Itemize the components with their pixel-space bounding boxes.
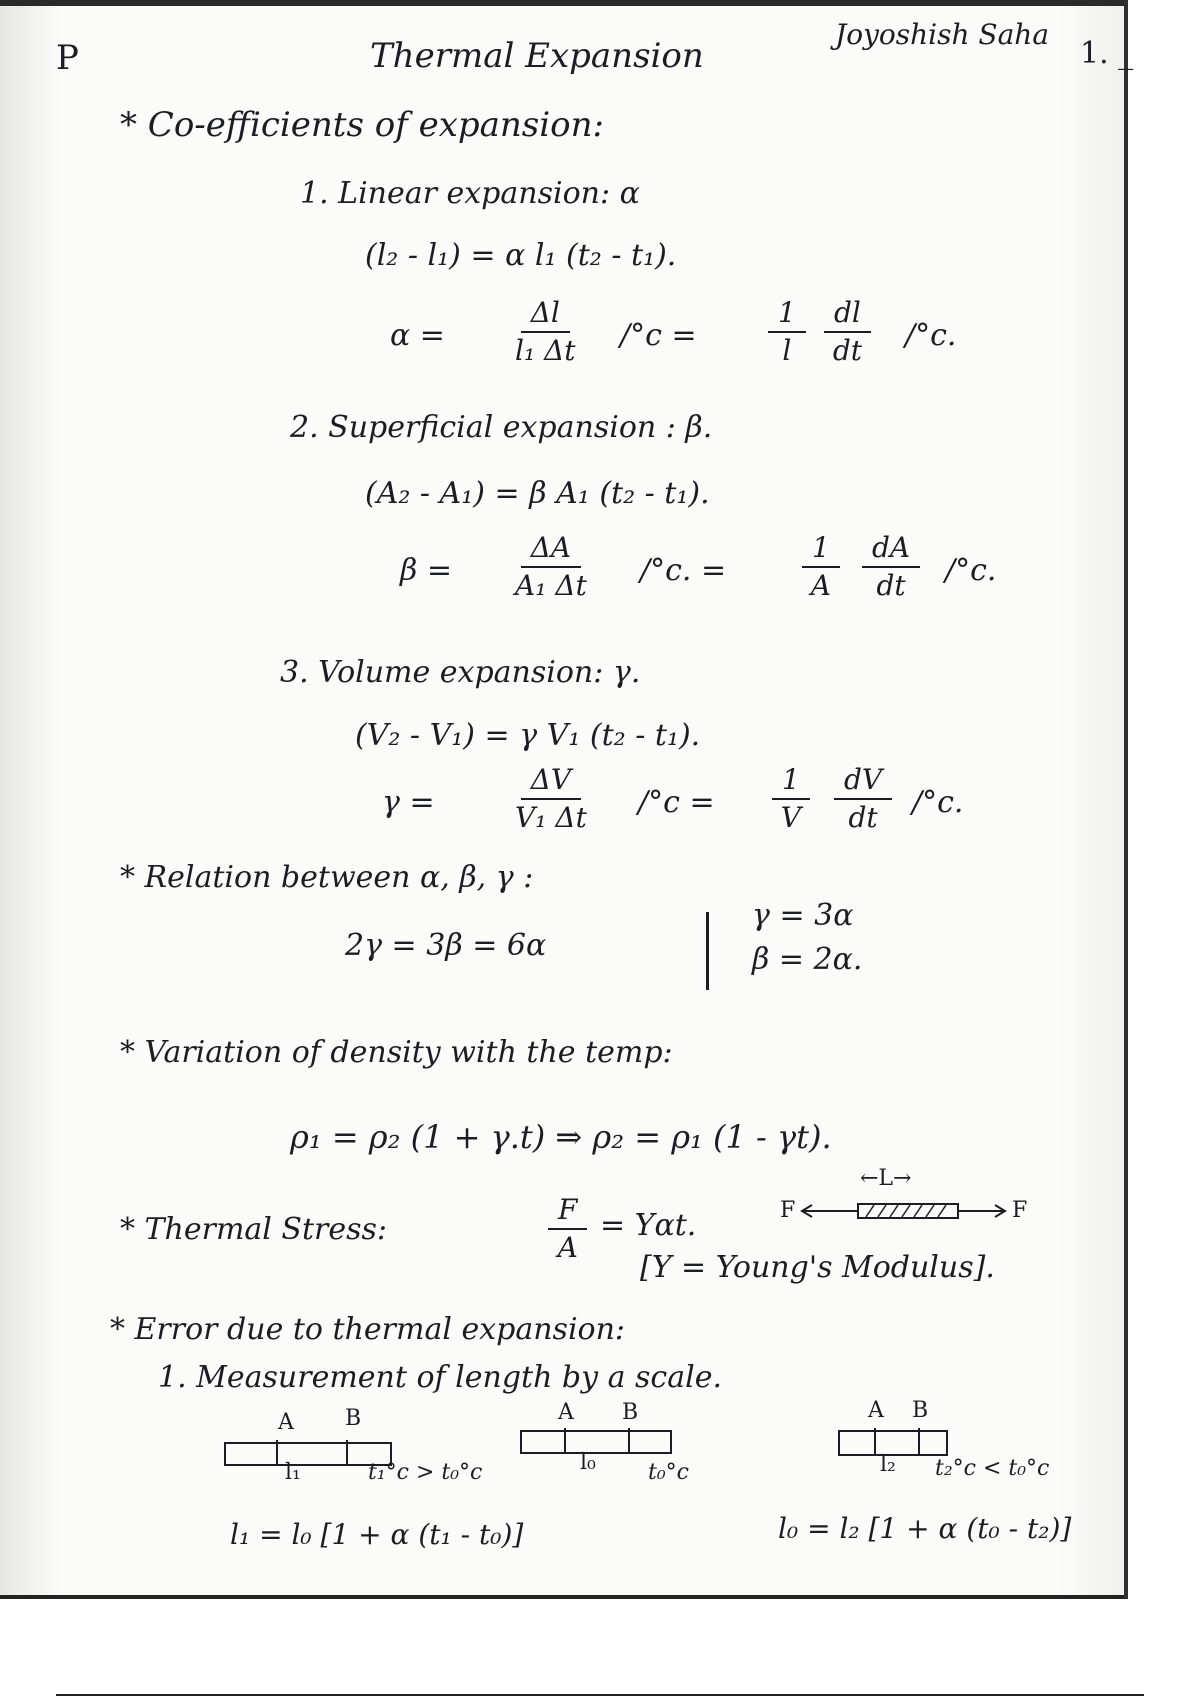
scale1-mark-b: [346, 1440, 348, 1464]
section-heading-thermal-stress: * Thermal Stress:: [120, 1212, 388, 1247]
linear-unit-1: /°c =: [620, 318, 697, 353]
fraction-numerator: dV: [834, 762, 892, 800]
force-right-label: F: [1012, 1198, 1028, 1223]
volume-fraction-reciprocal: [772, 762, 810, 836]
relation-gamma-alpha: γ = 3α: [752, 898, 854, 933]
scale3-length: l₂: [880, 1452, 896, 1477]
corner-mark: P: [56, 38, 79, 78]
linear-fraction-reciprocal: [768, 295, 806, 369]
linear-unit-2: /°c.: [905, 318, 957, 353]
scale1-point-b: B: [345, 1406, 362, 1431]
scale1-point-a: A: [278, 1410, 294, 1435]
force-left-label: F: [780, 1198, 796, 1223]
fraction-denominator: dt: [832, 334, 863, 367]
scale1-length: l₁: [285, 1460, 301, 1485]
linear-expansion-label: 1. Linear expansion: α: [300, 176, 640, 211]
fraction-numerator: 1: [768, 295, 806, 333]
section-heading-density: * Variation of density with the temp:: [120, 1035, 673, 1070]
fraction-denominator: A: [557, 1231, 578, 1264]
fraction-numerator: ΔA: [521, 530, 581, 568]
error-formula-contracted: l₀ = l₂ [1 + α (t₀ - t₂)]: [778, 1512, 1072, 1545]
error-item-measurement: 1. Measurement of length by a scale.: [158, 1360, 723, 1395]
scale3-mark-a: [874, 1428, 876, 1454]
superficial-fraction-reciprocal: [802, 530, 840, 604]
fraction-numerator: 1: [802, 530, 840, 568]
scale1-temperature: t₁°c > t₀°c: [368, 1460, 483, 1485]
scale1-mark-a: [276, 1440, 278, 1464]
relation-beta-alpha: β = 2α.: [752, 942, 863, 977]
linear-fraction-delta: [515, 295, 576, 369]
fraction-denominator: dt: [848, 801, 878, 834]
superficial-fraction-derivative: [862, 530, 920, 604]
superficial-fraction-delta: [515, 530, 587, 604]
fraction-denominator: V₁ Δt: [515, 801, 587, 834]
fraction-denominator: A₁ Δt: [515, 569, 587, 602]
linear-equation: (l₂ - l₁) = α l₁ (t₂ - t₁).: [365, 238, 677, 273]
fraction-denominator: A: [810, 569, 832, 602]
stressed-rod-diagram: [800, 1196, 1020, 1226]
page-number: 1. _: [1080, 36, 1134, 71]
youngs-modulus-note: [Y = Young's Modulus].: [640, 1250, 995, 1285]
error-formula-expanded: l₁ = l₀ [1 + α (t₁ - t₀)]: [230, 1518, 524, 1551]
rod-length-label: ←L→: [860, 1166, 912, 1191]
page-top-edge: [0, 0, 1128, 6]
scale1-bar: [224, 1442, 392, 1466]
bottom-rule: [56, 1694, 1144, 1696]
fraction-denominator: dt: [876, 569, 906, 602]
scale2-bar: [520, 1430, 672, 1454]
volume-gamma-lhs: γ =: [382, 785, 435, 820]
fraction-numerator: Δl: [521, 295, 570, 333]
volume-fraction-derivative: [834, 762, 892, 836]
fraction-denominator: l₁ Δt: [515, 334, 576, 367]
page-title: Thermal Expansion: [370, 36, 704, 76]
superficial-unit-1: /°c. =: [640, 553, 727, 588]
fraction-denominator: V: [780, 801, 802, 834]
superficial-unit-2: /°c.: [945, 553, 997, 588]
section-heading-coefficients: * Co-efficients of expansion:: [120, 105, 604, 145]
scale2-length: l₀: [580, 1450, 596, 1475]
section-heading-relation: * Relation between α, β, γ :: [120, 860, 534, 895]
volume-fraction-delta: [515, 762, 587, 836]
relation-divider: [706, 912, 709, 990]
volume-unit-1: /°c =: [638, 785, 715, 820]
superficial-equation: (A₂ - A₁) = β A₁ (t₂ - t₁).: [365, 476, 710, 511]
scale2-mark-a: [564, 1428, 566, 1452]
scale3-temperature: t₂°c < t₀°c: [935, 1456, 1050, 1481]
fraction-denominator: l: [782, 334, 792, 367]
superficial-expansion-label: 2. Superficial expansion : β.: [290, 410, 713, 445]
scale3-point-a: A: [868, 1398, 884, 1423]
linear-fraction-derivative: [824, 295, 871, 369]
fraction-numerator: ΔV: [521, 762, 581, 800]
page-right-edge: [1124, 0, 1128, 1598]
scale2-point-b: B: [622, 1400, 639, 1425]
superficial-beta-lhs: β =: [400, 553, 453, 588]
stress-equation-rhs: = Yαt.: [600, 1208, 697, 1243]
section-heading-error: * Error due to thermal expansion:: [110, 1312, 626, 1347]
fraction-numerator: F: [548, 1192, 587, 1230]
scale3-mark-b: [918, 1428, 920, 1454]
fraction-numerator: dl: [824, 295, 871, 333]
relation-equation: 2γ = 3β = 6α: [345, 928, 547, 963]
scale2-point-a: A: [558, 1400, 574, 1425]
scale3-point-b: B: [912, 1398, 929, 1423]
volume-expansion-label: 3. Volume expansion: γ.: [280, 655, 641, 690]
fraction-numerator: 1: [772, 762, 810, 800]
fraction-numerator: dA: [862, 530, 920, 568]
stress-fraction: [548, 1192, 587, 1266]
volume-equation: (V₂ - V₁) = γ V₁ (t₂ - t₁).: [355, 718, 701, 753]
density-equation: ρ₁ = ρ₂ (1 + γ.t) ⇒ ρ₂ = ρ₁ (1 - γt).: [290, 1118, 832, 1156]
volume-unit-2: /°c.: [912, 785, 964, 820]
linear-alpha-lhs: α =: [390, 318, 445, 353]
scale2-mark-b: [628, 1428, 630, 1452]
scale2-temperature: t₀°c: [648, 1460, 689, 1485]
author-name: Joyoshish Saha: [835, 18, 1050, 51]
